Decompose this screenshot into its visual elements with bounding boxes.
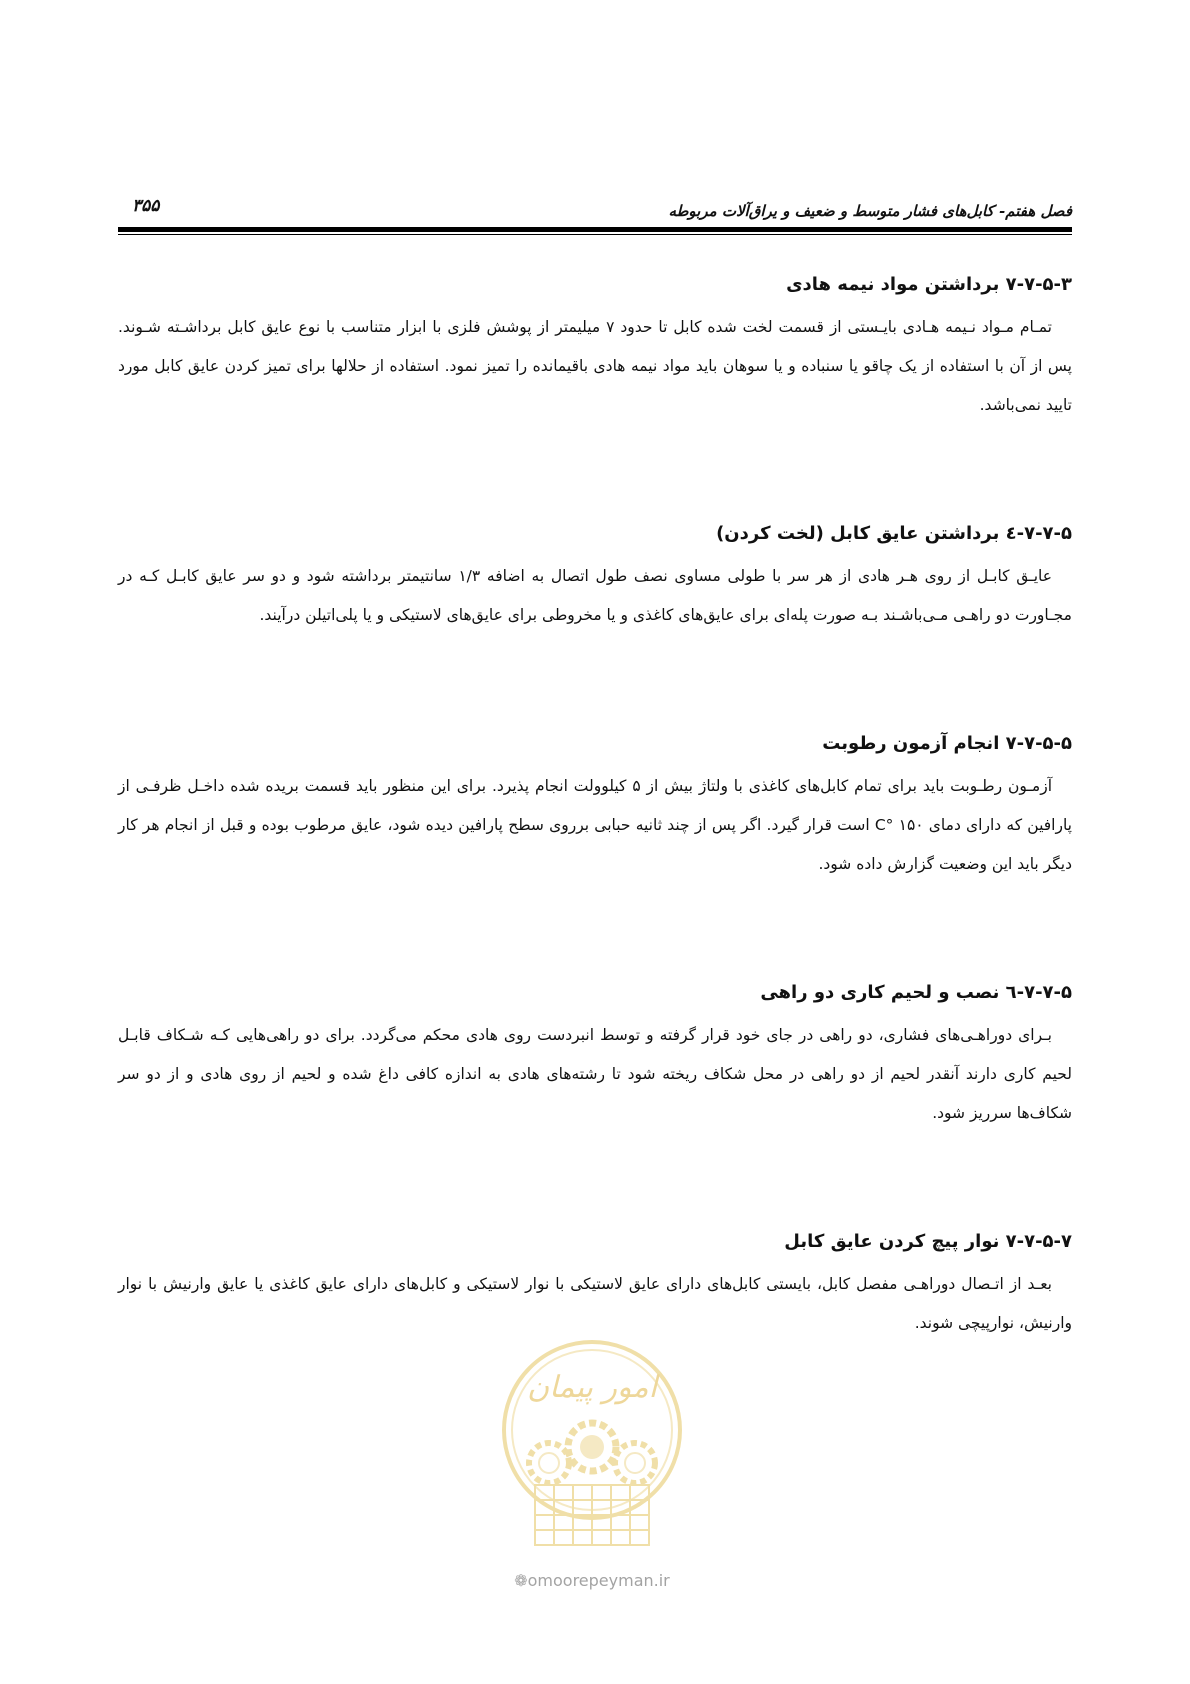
- section-paragraph: تمـام مـواد نـیمه هـادی بایـستی از قسمت لخت شده کابل تا حدود ۷ میلیمتر از پوشش فلزی با ابزار متناسب با نوع عایق کابل برداشـته شـوند. پس از آن با استفاده از یک چاقو یا سنباده و یا سوهان باید مواد نیمه هادی باقیمانده را تمیز نمود. استفاده از حلالها برای تمیز کردن عایق کابل مورد تایید نمی‌باشد.: [118, 318, 1072, 414]
- watermark-site-label: omoorepeyman.ir: [527, 1571, 670, 1590]
- section-connector-soldering: [118, 978, 1072, 1133]
- watermark-logo: [497, 1335, 687, 1565]
- section-heading: ۷-۷-۵-۷ نوار پیچ کردن عایق کابل: [784, 1231, 1072, 1252]
- section-heading: ۷-۷-۵-٤ برداشتن عایق کابل (لخت کردن): [716, 523, 1072, 544]
- section-semiconductor-removal: [118, 270, 1072, 425]
- page-number: ۳۵۵: [132, 196, 160, 216]
- section-moisture-test: [118, 729, 1072, 884]
- section-heading: ۷-۷-۵-٦ نصب و لحیم کاری دو راهی: [760, 982, 1072, 1003]
- section-paragraph: بعـد از اتـصال دوراهـی مفصل کابل، بایستی کابل‌های دارای عایق لاستیکی با نوار لاستیکی و کابل‌های دارای عایق کاغذی یا عایق وارنیش با نوار وارنیش، نوارپیچی شوند.: [118, 1275, 1072, 1332]
- header-rule-thick: [118, 227, 1072, 232]
- watermark-logo-text: امور پیمان: [527, 1370, 657, 1405]
- watermark: [492, 1335, 692, 1605]
- watermark-site: [492, 1571, 692, 1590]
- chapter-title: فصل هفتم- کابل‌های فشار متوسط و ضعیف و یراق‌آلات مربوطه: [668, 202, 1072, 220]
- watermark-icon: ❁: [514, 1571, 528, 1590]
- section-paragraph: آزمـون رطـوبت باید برای تمام کابل‌های کاغذی با ولتاژ بیش از ۵ کیلوولت انجام پذیرد. برای این منظور باید قسمت بریده شده داخـل ظرفـی از پارافین که دارای دمای C° ۱۵۰ است قرار گیرد. اگر پس از چند ثانیه حبابی برروی سطح پارافین دیده شود، عایق مرطوب بوده و قبل از انجام هر کار دیگر باید این وضعیت گزارش داده شود.: [118, 777, 1072, 873]
- running-header: [118, 192, 1072, 226]
- section-paragraph: عایـق کابـل از روی هـر هادی از هر سر با طولی مساوی نصف طول اتصال به اضافه ۱/۳ سانتیمتر برداشته شود و دو سر عایق کابـل کـه در مجـاورت دو راهـی مـی‌باشـند بـه صورت پله‌ای برای عایق‌های کاغذی و یا مخروطی برای عایق‌های لاستیکی و یا پلی‌اتیلن درآیند.: [118, 567, 1072, 624]
- header-rule-thin: [118, 234, 1072, 235]
- section-paragraph: بـرای دوراهـی‌های فشاری، دو راهی در جای خود قرار گرفته و توسط انبردست روی هادی محکم می‌گردد. برای دو راهی‌هایی کـه شـکاف قابـل لحیم کاری دارند آنقدر لحیم از دو راهی در محل شکاف ریخته شود تا رشته‌های هادی به اندازه کافی داغ شده و لحیم از روی هادی و از دو سر شکاف‌ها سرریز شود.: [118, 1026, 1072, 1122]
- section-heading: ۷-۷-۵-۳ برداشتن مواد نیمه هادی: [786, 274, 1072, 295]
- section-heading: ۷-۷-۵-۵ انجام آزمون رطوبت: [822, 733, 1072, 754]
- page-content: [118, 270, 1072, 1343]
- section-insulation-stripping: [118, 519, 1072, 635]
- section-insulation-taping: [118, 1227, 1072, 1343]
